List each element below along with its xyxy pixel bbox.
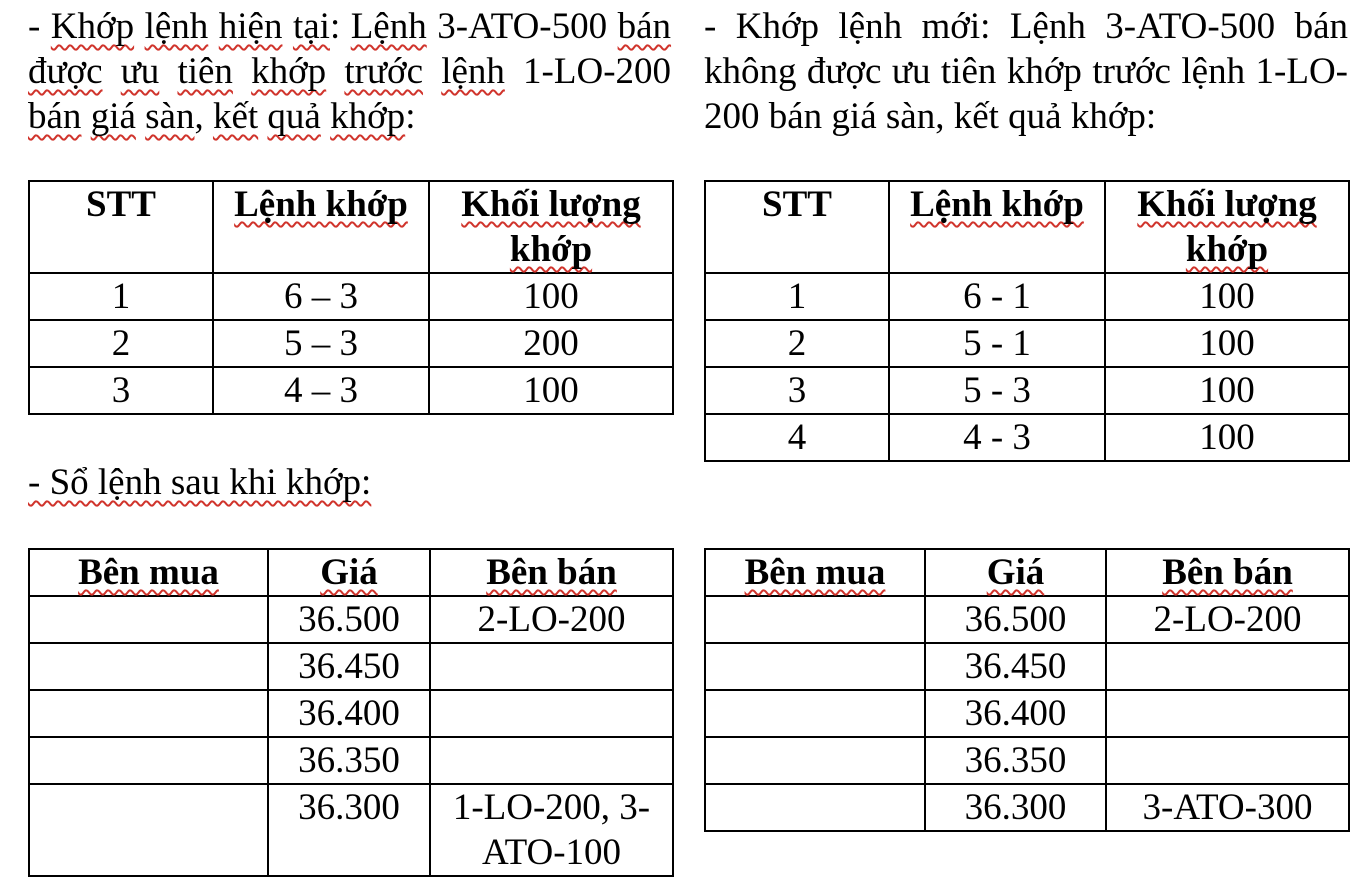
table-row <box>29 320 673 367</box>
left-match-table <box>28 180 674 415</box>
cell-price: 36.300 <box>268 784 430 876</box>
header-sell-side: Bên bán <box>430 549 673 596</box>
table-row <box>705 414 1349 461</box>
cell-volume: 100 <box>429 273 673 320</box>
order-book-intro: - Sổ lệnh sau khi khớp: <box>28 462 372 503</box>
cell-stt: 2 <box>705 320 889 367</box>
table-row <box>29 690 673 737</box>
cell-stt: 4 <box>705 414 889 461</box>
cell-buy <box>29 784 268 876</box>
cell-order: 6 - 1 <box>889 273 1105 320</box>
cell-price: 36.500 <box>268 596 430 643</box>
cell-sell <box>430 643 673 690</box>
table-header-row <box>705 549 1349 596</box>
cell-sell: 2-LO-200 <box>430 596 673 643</box>
cell-stt: 2 <box>29 320 213 367</box>
cell-buy <box>29 690 268 737</box>
table-row <box>29 367 673 414</box>
cell-stt: 1 <box>29 273 213 320</box>
table-row <box>705 784 1349 831</box>
right-match-table <box>704 180 1350 462</box>
left-intro-paragraph: - Khớp lệnh hiện tại: Lệnh 3-ATO-500 bán được ưu tiên khớp trước lệnh 1-LO-200 bán giá sàn, kết quả khớp: <box>28 6 672 137</box>
cell-volume: 100 <box>1105 414 1349 461</box>
cell-sell <box>430 690 673 737</box>
table-header-row <box>705 181 1349 273</box>
table-row <box>29 784 673 876</box>
cell-price: 36.300 <box>925 784 1106 831</box>
right-order-book-table <box>704 548 1350 832</box>
header-sell-side: Bên bán <box>1106 549 1349 596</box>
header-stt: STT <box>29 181 213 273</box>
cell-price: 36.400 <box>268 690 430 737</box>
header-matched-order: Lệnh khớp <box>213 181 429 273</box>
table-row <box>705 690 1349 737</box>
header-matched-volume: Khối lượng khớp <box>429 181 673 273</box>
cell-volume: 100 <box>429 367 673 414</box>
cell-price: 36.500 <box>925 596 1106 643</box>
cell-price: 36.450 <box>268 643 430 690</box>
header-buy-side: Bên mua <box>29 549 268 596</box>
right-intro-paragraph: - Khớp lệnh mới: Lệnh 3-ATO-500 bán không được ưu tiên khớp trước lệnh 1-LO-200 bán giá sàn, kết quả khớp: <box>704 6 1348 137</box>
cell-order: 6 – 3 <box>213 273 429 320</box>
cell-volume: 200 <box>429 320 673 367</box>
cell-stt: 3 <box>705 367 889 414</box>
cell-sell <box>1106 737 1349 784</box>
table-row <box>705 596 1349 643</box>
cell-buy <box>705 596 925 643</box>
cell-buy <box>705 643 925 690</box>
table-header-row <box>29 181 673 273</box>
cell-buy <box>29 643 268 690</box>
cell-order: 5 - 3 <box>889 367 1105 414</box>
header-price: Giá <box>268 549 430 596</box>
cell-volume: 100 <box>1105 273 1349 320</box>
header-matched-volume: Khối lượng khớp <box>1105 181 1349 273</box>
cell-order: 5 – 3 <box>213 320 429 367</box>
table-row <box>29 643 673 690</box>
cell-buy <box>705 784 925 831</box>
cell-buy <box>705 737 925 784</box>
cell-sell: 3-ATO-300 <box>1106 784 1349 831</box>
table-row <box>705 320 1349 367</box>
table-row <box>705 737 1349 784</box>
cell-sell: 1-LO-200, 3-ATO-100 <box>430 784 673 876</box>
cell-buy <box>705 690 925 737</box>
table-row <box>705 643 1349 690</box>
cell-price: 36.400 <box>925 690 1106 737</box>
table-row <box>705 273 1349 320</box>
header-matched-order: Lệnh khớp <box>889 181 1105 273</box>
cell-stt: 1 <box>705 273 889 320</box>
cell-sell: 2-LO-200 <box>1106 596 1349 643</box>
cell-sell <box>1106 643 1349 690</box>
cell-price: 36.350 <box>925 737 1106 784</box>
table-row <box>705 367 1349 414</box>
left-order-book-table <box>28 548 674 877</box>
cell-order: 4 – 3 <box>213 367 429 414</box>
cell-volume: 100 <box>1105 320 1349 367</box>
cell-buy <box>29 737 268 784</box>
cell-price: 36.450 <box>925 643 1106 690</box>
cell-sell <box>1106 690 1349 737</box>
table-row <box>29 596 673 643</box>
cell-order: 5 - 1 <box>889 320 1105 367</box>
cell-sell <box>430 737 673 784</box>
cell-buy <box>29 596 268 643</box>
table-row <box>29 273 673 320</box>
cell-volume: 100 <box>1105 367 1349 414</box>
cell-order: 4 - 3 <box>889 414 1105 461</box>
cell-stt: 3 <box>29 367 213 414</box>
header-price: Giá <box>925 549 1106 596</box>
table-header-row <box>29 549 673 596</box>
cell-price: 36.350 <box>268 737 430 784</box>
header-stt: STT <box>705 181 889 273</box>
header-buy-side: Bên mua <box>705 549 925 596</box>
table-row <box>29 737 673 784</box>
